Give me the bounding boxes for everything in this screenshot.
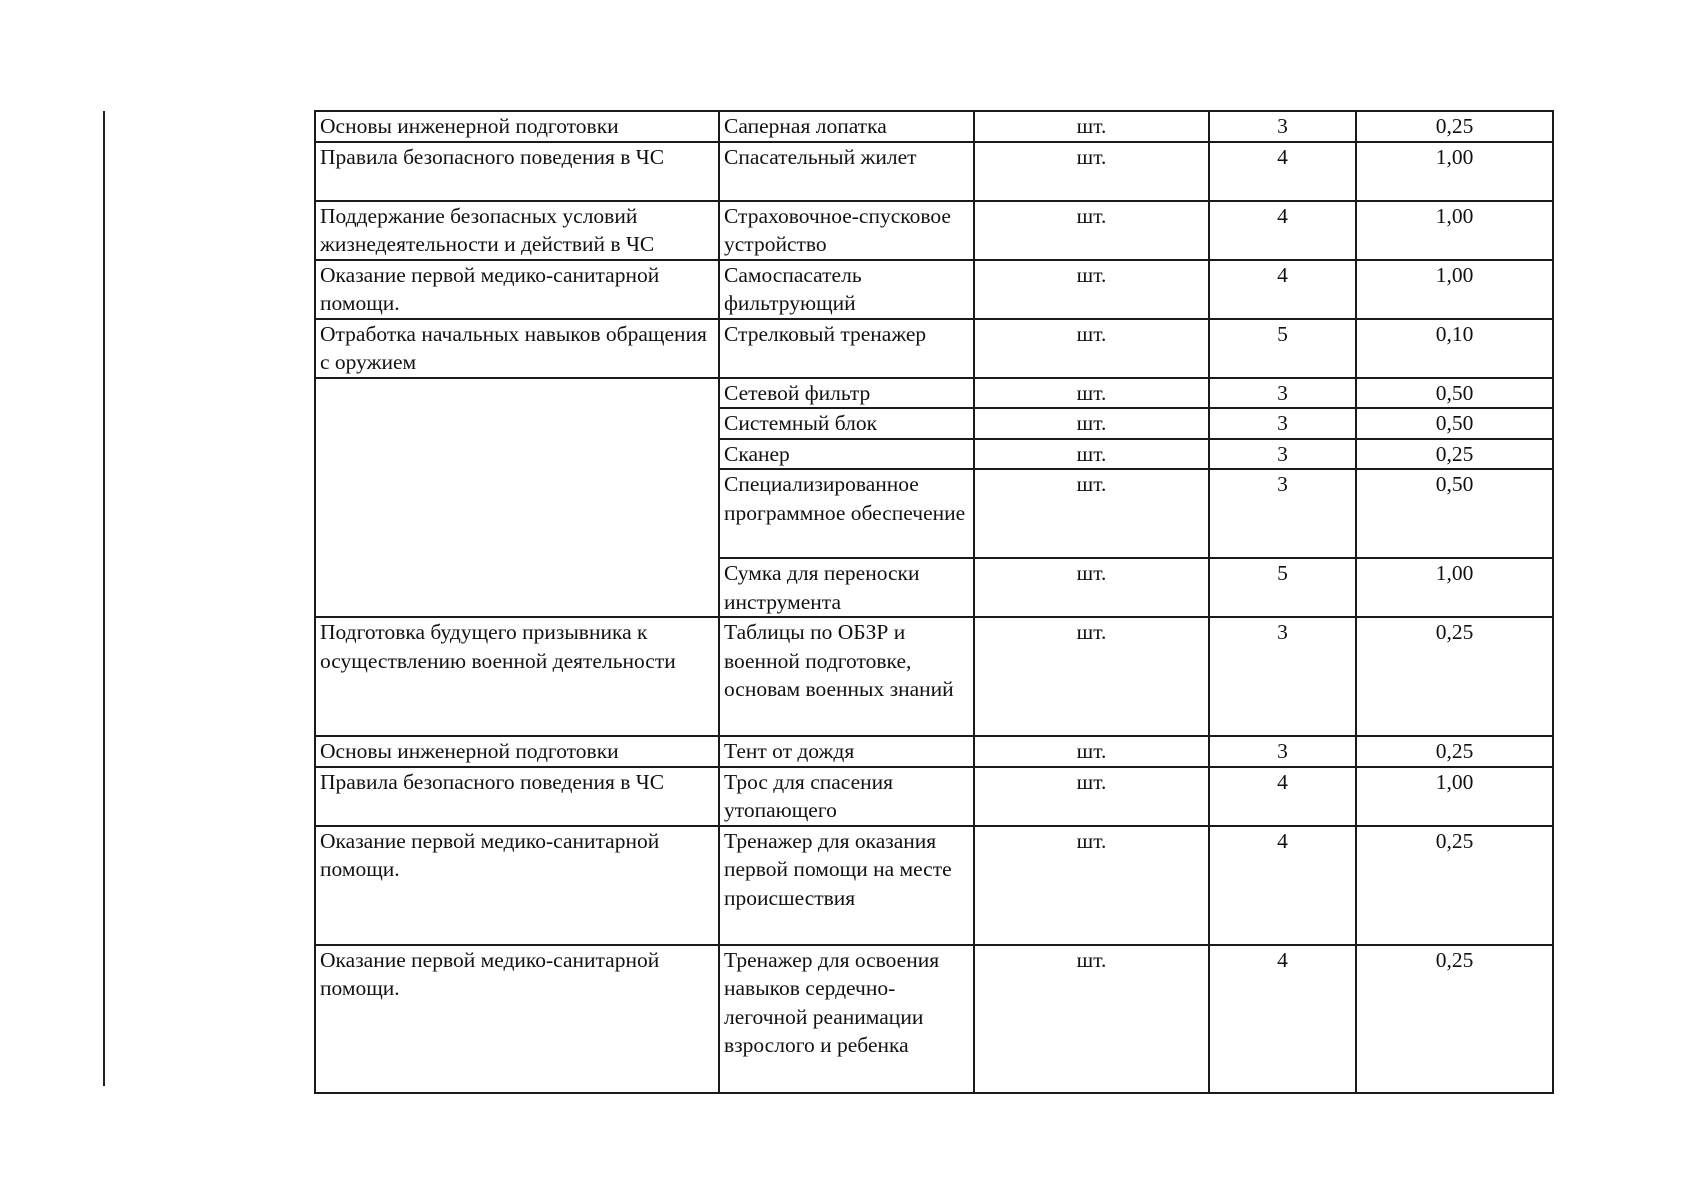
unit-cell: шт. [974, 142, 1209, 201]
norm-cell: 0,50 [1356, 469, 1553, 558]
topic-cell: Основы инженерной подготовки [315, 111, 719, 142]
topic-cell: Правила безопасного поведения в ЧС [315, 767, 719, 826]
qty-cell: 3 [1209, 378, 1356, 409]
table-row [315, 201, 1553, 260]
unit-cell: шт. [974, 945, 1209, 1093]
norm-cell: 0,25 [1356, 826, 1553, 945]
unit-cell: шт. [974, 408, 1209, 439]
item-cell: Саперная лопатка [719, 111, 974, 142]
table-row [315, 111, 1553, 142]
topic-cell: Оказание первой медико-санитарной помощи. [315, 260, 719, 319]
norm-cell: 0,25 [1356, 439, 1553, 470]
qty-cell: 3 [1209, 736, 1356, 767]
qty-cell: 5 [1209, 558, 1356, 617]
table-row [315, 945, 1553, 1093]
unit-cell: шт. [974, 469, 1209, 558]
unit-cell: шт. [974, 201, 1209, 260]
item-cell: Тент от дождя [719, 736, 974, 767]
qty-cell: 3 [1209, 617, 1356, 736]
qty-cell: 3 [1209, 408, 1356, 439]
norm-cell: 0,50 [1356, 408, 1553, 439]
topic-cell: Отработка начальных навыков обращения с оружием [315, 319, 719, 378]
qty-cell: 4 [1209, 945, 1356, 1093]
unit-cell: шт. [974, 439, 1209, 470]
topic-cell: Оказание первой медико-санитарной помощи. [315, 945, 719, 1093]
norm-cell: 0,25 [1356, 736, 1553, 767]
topic-cell: Основы инженерной подготовки [315, 736, 719, 767]
topic-cell-empty [315, 378, 719, 618]
norm-cell: 1,00 [1356, 767, 1553, 826]
unit-cell: шт. [974, 767, 1209, 826]
unit-cell: шт. [974, 378, 1209, 409]
norm-cell: 0,25 [1356, 945, 1553, 1093]
topic-cell: Подготовка будущего призывника к осуществлению военной деятельности [315, 617, 719, 736]
table-row [315, 736, 1553, 767]
item-cell: Сетевой фильтр [719, 378, 974, 409]
item-cell: Сканер [719, 439, 974, 470]
topic-cell: Оказание первой медико-санитарной помощи. [315, 826, 719, 945]
norm-cell: 1,00 [1356, 260, 1553, 319]
qty-cell: 4 [1209, 201, 1356, 260]
table-row [315, 378, 1553, 409]
norm-cell: 1,00 [1356, 142, 1553, 201]
unit-cell: шт. [974, 558, 1209, 617]
unit-cell: шт. [974, 260, 1209, 319]
item-cell: Тренажер для оказания первой помощи на месте происшествия [719, 826, 974, 945]
norm-cell: 0,25 [1356, 617, 1553, 736]
qty-cell: 4 [1209, 260, 1356, 319]
norm-cell: 1,00 [1356, 558, 1553, 617]
topic-cell: Поддержание безопасных условий жизнедеятельности и действий в ЧС [315, 201, 719, 260]
topic-cell: Правила безопасного поведения в ЧС [315, 142, 719, 201]
item-cell: Тренажер для освоения навыков сердечно-легочной реанимации взрослого и ребенка [719, 945, 974, 1093]
table-row [315, 617, 1553, 736]
item-cell: Сумка для переноски инструмента [719, 558, 974, 617]
qty-cell: 3 [1209, 111, 1356, 142]
qty-cell: 4 [1209, 142, 1356, 201]
qty-cell: 5 [1209, 319, 1356, 378]
item-cell: Самоспасатель фильтрующий [719, 260, 974, 319]
unit-cell: шт. [974, 111, 1209, 142]
equipment-table [314, 110, 1554, 1094]
item-cell: Стрелковый тренажер [719, 319, 974, 378]
qty-cell: 4 [1209, 826, 1356, 945]
norm-cell: 0,50 [1356, 378, 1553, 409]
qty-cell: 3 [1209, 469, 1356, 558]
norm-cell: 1,00 [1356, 201, 1553, 260]
unit-cell: шт. [974, 617, 1209, 736]
unit-cell: шт. [974, 736, 1209, 767]
item-cell: Таблицы по ОБЗР и военной подготовке, основам военных знаний [719, 617, 974, 736]
norm-cell: 0,25 [1356, 111, 1553, 142]
unit-cell: шт. [974, 319, 1209, 378]
qty-cell: 4 [1209, 767, 1356, 826]
table-row [315, 142, 1553, 201]
item-cell: Страховочное-спусковое устройство [719, 201, 974, 260]
page-margin-line [103, 111, 105, 1086]
table-row [315, 767, 1553, 826]
unit-cell: шт. [974, 826, 1209, 945]
table-row [315, 826, 1553, 945]
item-cell: Трос для спасения утопающего [719, 767, 974, 826]
item-cell: Спасательный жилет [719, 142, 974, 201]
qty-cell: 3 [1209, 439, 1356, 470]
table-row [315, 319, 1553, 378]
norm-cell: 0,10 [1356, 319, 1553, 378]
item-cell: Системный блок [719, 408, 974, 439]
item-cell: Специализированное программное обеспечение [719, 469, 974, 558]
table-row [315, 260, 1553, 319]
